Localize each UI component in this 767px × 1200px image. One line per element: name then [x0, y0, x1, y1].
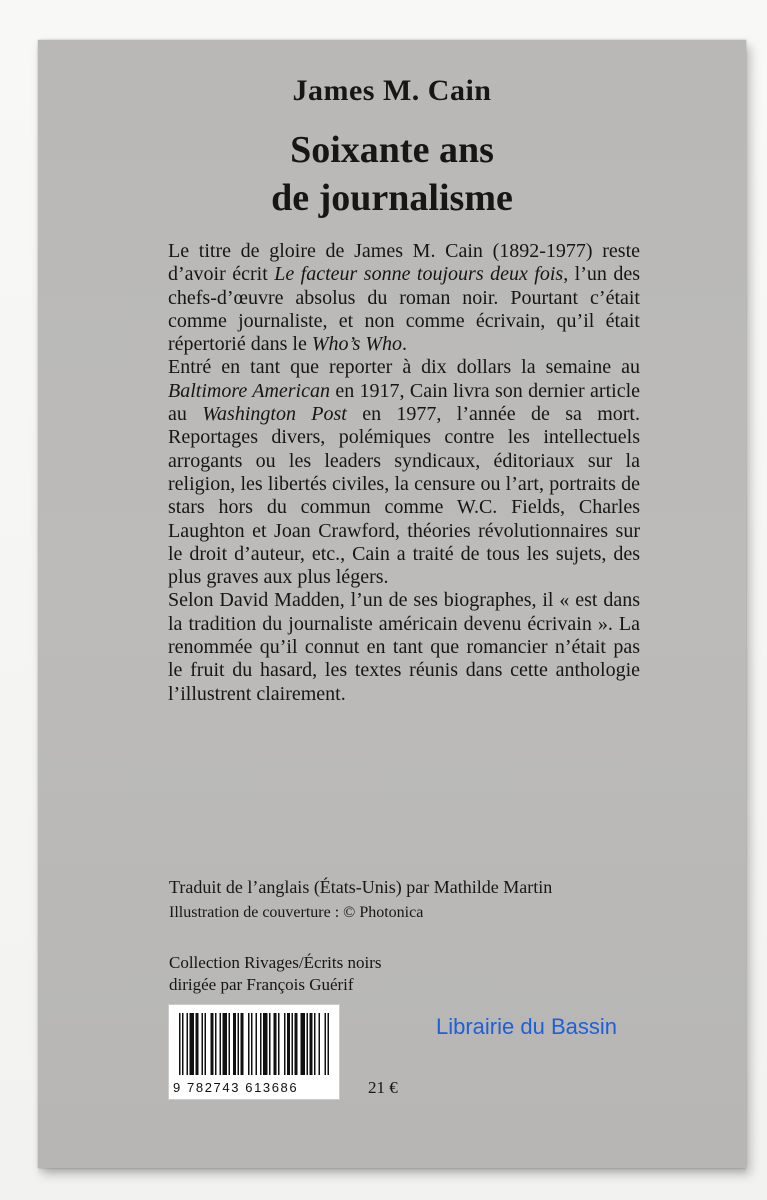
bookseller-stamp: Librairie du Bassin — [436, 1014, 617, 1039]
barcode-bar — [319, 1013, 321, 1075]
barcode-bar — [179, 1013, 181, 1075]
barcode-bar — [190, 1013, 195, 1075]
blurb-p2-text-b: en 1917, Cain livra son dernier article au — [168, 379, 640, 426]
barcode-bar — [260, 1013, 262, 1075]
illustration-credit: Illustration de couverture : © Photonica — [169, 904, 424, 921]
barcode-bar — [202, 1013, 204, 1075]
collection-info — [169, 952, 381, 996]
book-title — [38, 126, 746, 222]
blurb-p1-text-c: . — [402, 333, 408, 356]
blurb-p2-text-c: en 1977, l’année de sa mort. Reportages divers, polémiques contre les intellectuels arrogants ou les leaders syndicaux, éditoriaux sur la religion, les libertés civiles, la censure ou l’art, portraits de stars hors du commun comme W.C. Fields, Charles Laughton et Joan Crawford, théories révolutionnaires sur le droit d’auteur, etc., Cain a traité de tous les sujets, des plus graves aux plus légers. — [168, 403, 640, 589]
blurb-paragraph-2 — [168, 356, 640, 589]
barcode-bar — [292, 1013, 294, 1075]
barcode — [168, 1004, 340, 1100]
blurb-p1-italic-title: Le facteur sonne toujours deux fois — [274, 263, 564, 286]
blurb-p1-italic-whoswho: Who’s Who — [311, 333, 403, 356]
barcode-bar — [256, 1013, 258, 1075]
barcode-bar — [310, 1013, 313, 1075]
barcode-bar — [182, 1013, 184, 1075]
blurb-p1-text-b: , l’un des chefs-d’œuvre absolus du roman noir. Pourtant c’était comme journaliste, et non comme écrivain, qu’il était répertorié dans le — [168, 263, 640, 356]
barcode-bar — [284, 1013, 286, 1075]
price: 21 € — [368, 1078, 398, 1097]
blurb-p2-italic-washington: Washington Post — [202, 403, 347, 426]
barcode-bars — [179, 1013, 329, 1075]
barcode-bar — [187, 1013, 189, 1075]
barcode-bar — [278, 1013, 280, 1075]
barcode-bar — [301, 1013, 306, 1075]
blurb-p2-italic-baltimore: Baltimore American — [168, 379, 330, 402]
blurb-paragraph-3: Selon David Madden, l’un de ses biographes, il « est dans la tradition du journaliste américain devenu écrivain ». La renommée qu’il connut en tant que romancier n’était pas le fruit du hasard, les textes réunis dans cette anthologie l’illustrent clairement. — [168, 589, 640, 705]
barcode-bar — [263, 1013, 268, 1075]
translation-credit: Traduit de l’anglais (États-Unis) par Mathilde Martin — [169, 877, 553, 897]
blurb — [168, 240, 640, 706]
barcode-bar — [307, 1013, 309, 1075]
barcode-bar — [196, 1013, 199, 1075]
barcode-bar — [295, 1013, 298, 1075]
blurb-paragraph-1 — [168, 240, 640, 356]
barcode-bar — [238, 1013, 240, 1075]
collection-name: Collection Rivages/Écrits noirs — [169, 953, 382, 972]
barcode-bar — [274, 1013, 277, 1075]
book-back-cover — [38, 40, 746, 1168]
collection-director: dirigée par François Guérif — [169, 975, 354, 994]
barcode-bar — [248, 1013, 250, 1075]
credits — [169, 874, 552, 926]
blurb-p2-text-a: Entré en tant que reporter à dix dollars la semaine au — [168, 356, 640, 379]
barcode-bar — [215, 1013, 217, 1075]
title-line-1: Soixante ans — [290, 129, 494, 171]
barcode-bar — [287, 1013, 290, 1075]
barcode-bar — [328, 1013, 330, 1075]
barcode-bar — [314, 1013, 316, 1075]
barcode-bar — [220, 1013, 222, 1075]
barcode-bar — [205, 1013, 207, 1075]
barcode-bar — [325, 1013, 327, 1075]
author-name: James M. Cain — [292, 74, 492, 107]
barcode-bar — [229, 1013, 231, 1075]
blurb-p1-text-a: Le titre de gloire de James M. Cain (1892-1977) reste d’avoir écrit — [168, 240, 640, 286]
barcode-bar — [241, 1013, 244, 1075]
barcode-bar — [223, 1013, 228, 1075]
barcode-bar — [269, 1013, 271, 1075]
barcode-bar — [251, 1013, 253, 1075]
barcode-digits: 9 782743 613686 — [173, 1080, 299, 1095]
barcode-bar — [233, 1013, 236, 1075]
barcode-bar — [211, 1013, 214, 1075]
title-line-2: de journalisme — [271, 177, 513, 219]
